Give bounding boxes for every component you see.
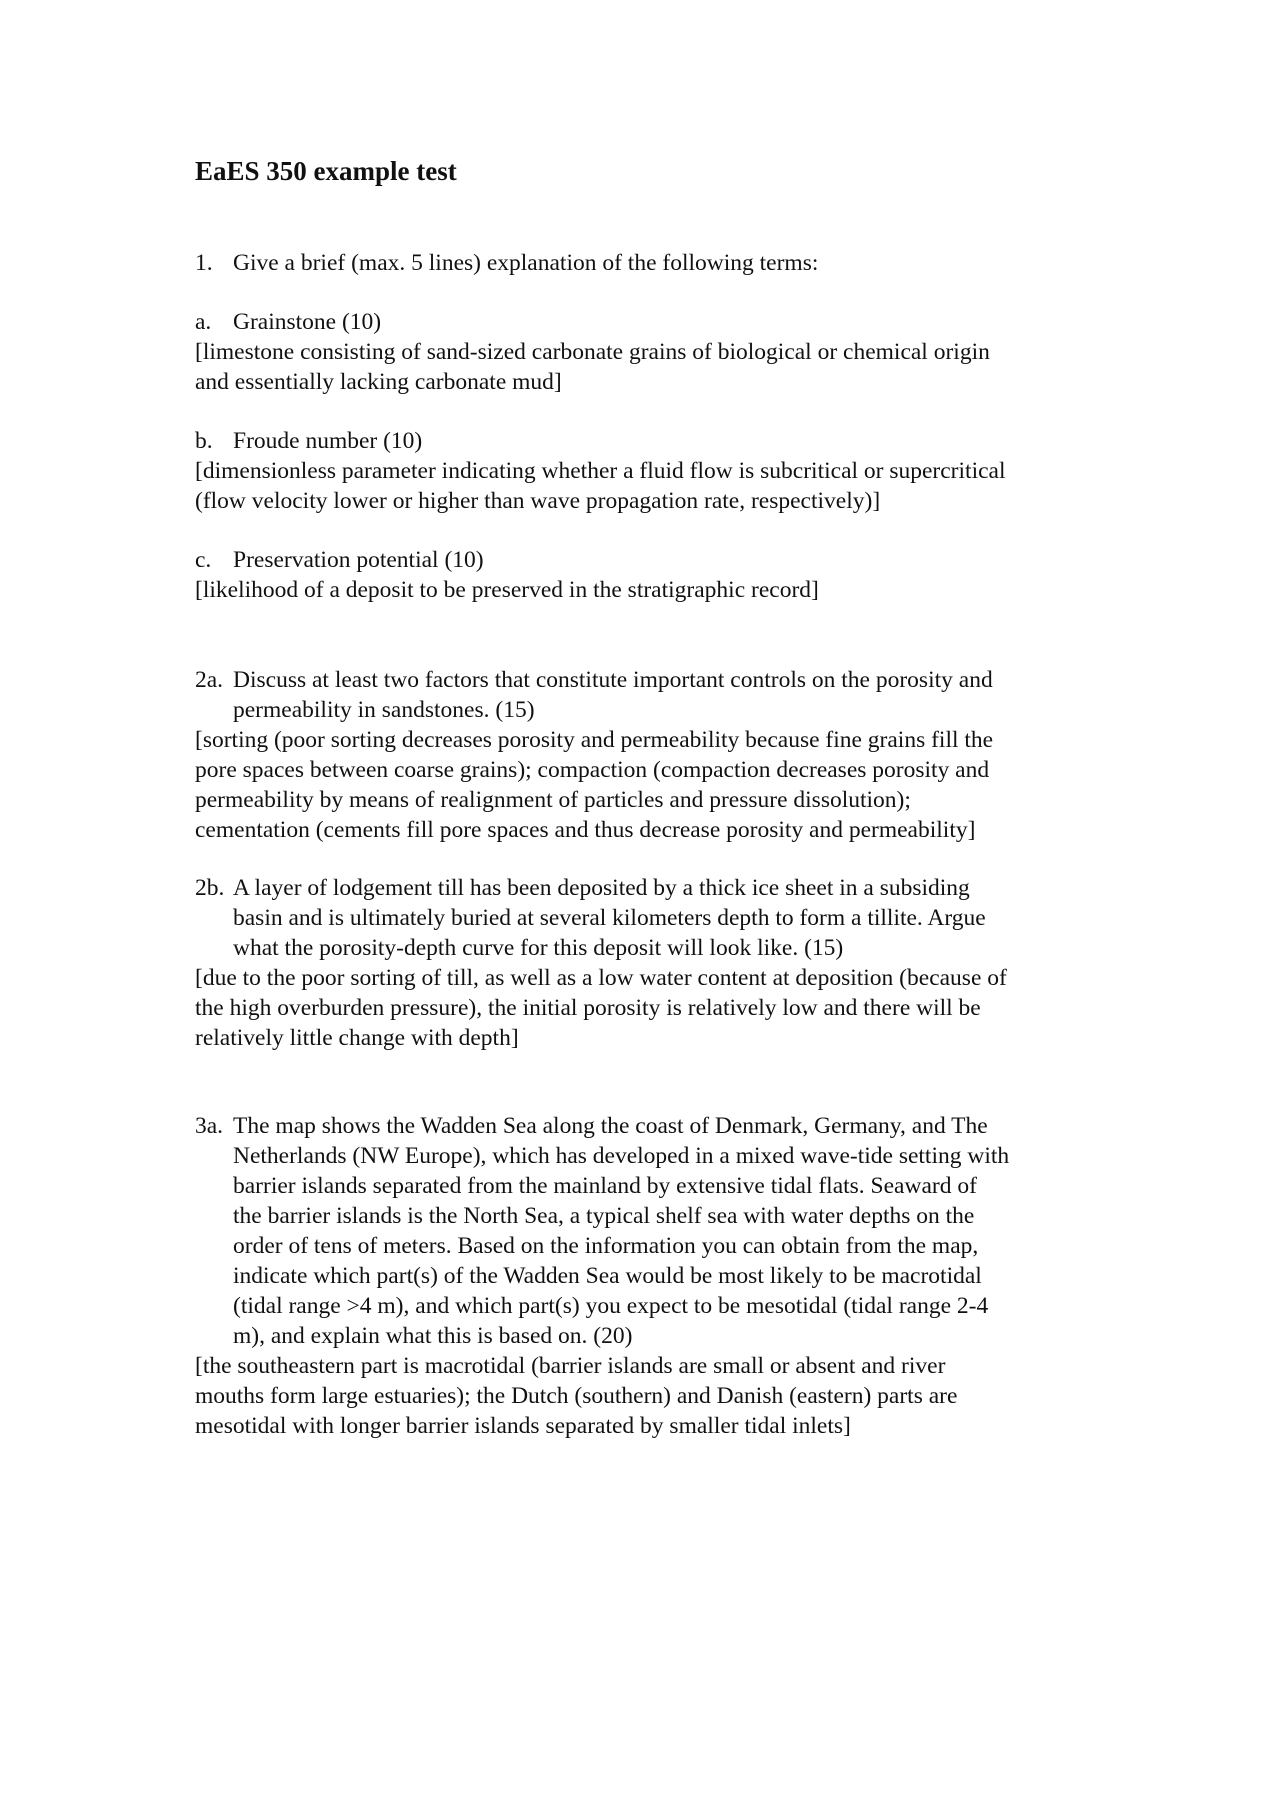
question-line: m), and explain what this is based on. (20) (233, 1323, 633, 1349)
question-2b-text: 2b. A layer of lodgement till has been deposited by a thick ice sheet in a subsiding (195, 875, 970, 901)
answer-line: pore spaces between coarse grains); compaction (compaction decreases porosity and (195, 757, 990, 783)
answer-line: the high overburden pressure), the initial porosity is relatively low and there will be (195, 995, 981, 1021)
question-1 (195, 248, 1115, 278)
answer-line: [due to the poor sorting of till, as well as a low water content at deposition (because of (195, 965, 1007, 991)
question-1-prompt: 1. Give a brief (max. 5 lines) explanation of the following terms: (195, 250, 819, 276)
question-2b (195, 873, 1115, 1053)
question-1c-term: c. Preservation potential (10) (195, 547, 484, 573)
question-3a-text: 3a. The map shows the Wadden Sea along the coast of Denmark, Germany, and The (195, 1113, 988, 1139)
question-1b-term: b. Froude number (10) (195, 428, 423, 454)
answer-line: (flow velocity lower or higher than wave propagation rate, respectively)] (195, 488, 881, 514)
answer-line: mouths form large estuaries); the Dutch (southern) and Danish (eastern) parts are (195, 1383, 958, 1409)
answer-line: relatively little change with depth] (195, 1025, 519, 1051)
question-number: 1. (195, 250, 213, 276)
item-label: c. (195, 547, 212, 573)
answer-line: mesotidal with longer barrier islands separated by smaller tidal inlets] (195, 1413, 851, 1439)
question-number: 2a. (195, 667, 224, 693)
question-line: (tidal range >4 m), and which part(s) you expect to be mesotidal (tidal range 2-4 (233, 1293, 989, 1319)
question-1a-term: a. Grainstone (10) (195, 309, 382, 335)
answer-line: [the southeastern part is macrotidal (barrier islands are small or absent and river (195, 1353, 946, 1379)
question-2a-text: 2a. Discuss at least two factors that constitute important controls on the porosity and (195, 667, 993, 693)
answer-line: [limestone consisting of sand-sized carbonate grains of biological or chemical origin (195, 339, 990, 365)
question-1c (195, 545, 1115, 605)
question-1a (195, 307, 1115, 397)
answer-line: [likelihood of a deposit to be preserved in the stratigraphic record] (195, 577, 819, 603)
question-line: barrier islands separated from the mainland by extensive tidal flats. Seaward of (233, 1173, 977, 1199)
question-line: what the porosity-depth curve for this deposit will look like. (15) (233, 935, 844, 961)
page-title: EaES 350 example test (195, 156, 457, 186)
item-label: a. (195, 309, 212, 335)
answer-line: cementation (cements fill pore spaces and thus decrease porosity and permeability] (195, 817, 976, 843)
question-line: order of tens of meters. Based on the information you can obtain from the map, (233, 1233, 979, 1259)
question-line: indicate which part(s) of the Wadden Sea would be most likely to be macrotidal (233, 1263, 982, 1289)
question-line: the barrier islands is the North Sea, a typical shelf sea with water depths on the (233, 1203, 975, 1229)
question-2a (195, 665, 1115, 845)
question-3a (195, 1111, 1115, 1441)
question-line: permeability in sandstones. (15) (233, 697, 535, 723)
answer-line: and essentially lacking carbonate mud] (195, 369, 562, 395)
answer-line: [sorting (poor sorting decreases porosity and permeability because fine grains fill the (195, 727, 994, 753)
question-line: basin and is ultimately buried at several kilometers depth to form a tillite. Argue (233, 905, 986, 931)
answer-line: [dimensionless parameter indicating whether a fluid flow is subcritical or supercritical (195, 458, 1006, 484)
item-label: b. (195, 428, 213, 454)
question-number: 3a. (195, 1113, 224, 1139)
question-1b (195, 426, 1115, 516)
question-number: 2b. (195, 875, 225, 901)
answer-line: permeability by means of realignment of particles and pressure dissolution); (195, 787, 911, 813)
question-line: Netherlands (NW Europe), which has developed in a mixed wave-tide setting with (233, 1143, 1010, 1169)
